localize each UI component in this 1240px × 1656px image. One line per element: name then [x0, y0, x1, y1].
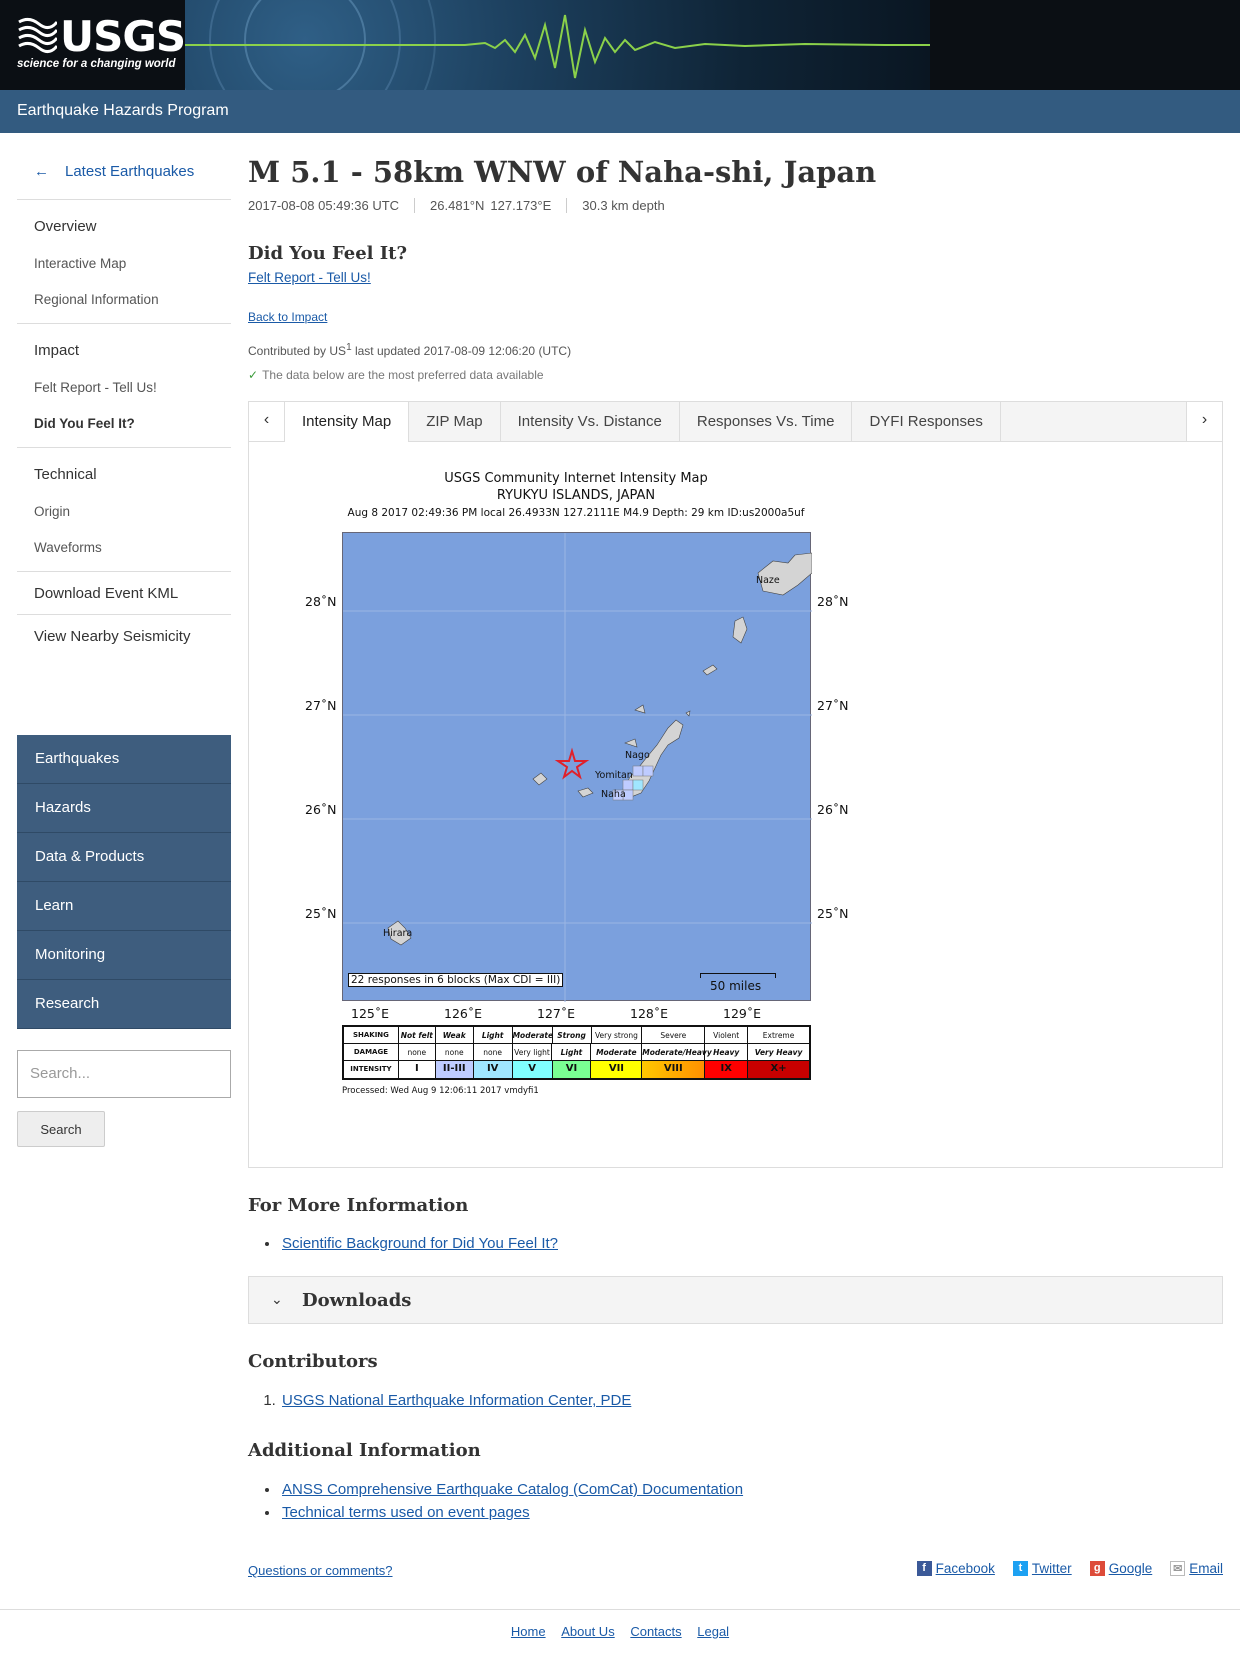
event-depth: 30.3 km depth	[582, 198, 665, 213]
processed-note: Processed: Wed Aug 9 12:06:11 2017 vmdyfi1	[342, 1086, 539, 1096]
contributor-ref[interactable]: 1	[346, 342, 352, 353]
search-button[interactable]: Search	[17, 1111, 105, 1147]
nav-item-dyfi[interactable]: Did You Feel It?	[34, 416, 135, 431]
list-item	[280, 1392, 631, 1409]
share-email[interactable]	[1170, 1561, 1223, 1576]
chevron-down-icon: ⌄	[271, 1291, 283, 1307]
legend-row-damage	[344, 1044, 809, 1061]
legend-shaking-4: Strong	[553, 1027, 592, 1043]
menu-hazards[interactable]: Hazards	[17, 784, 231, 833]
lat-label-26-right: 26˚N	[817, 802, 849, 817]
contributors-heading: Contributors	[248, 1351, 378, 1372]
technical-terms-link[interactable]: Technical terms used on event pages	[282, 1504, 530, 1521]
tab-intensity-vs-distance[interactable]: Intensity Vs. Distance	[501, 402, 680, 441]
latest-earthquakes-label: Latest Earthquakes	[65, 163, 195, 180]
event-lat: 26.481°N	[430, 198, 485, 213]
legend-damage-8: Very Heavy	[754, 1048, 803, 1057]
legend-damage-6: Moderate/Heavy	[642, 1044, 705, 1060]
email-link[interactable]: Email	[1189, 1561, 1223, 1576]
nearby-seismicity-link[interactable]: View Nearby Seismicity	[34, 628, 191, 645]
share-facebook[interactable]	[917, 1561, 995, 1576]
tab-scroll-right-icon[interactable]: ›	[1186, 402, 1222, 441]
google-icon: g	[1090, 1561, 1105, 1576]
list-item	[280, 1235, 558, 1252]
tab-scroll-left-icon[interactable]: ‹	[249, 402, 285, 441]
last-updated: last updated 2017-08-09 12:06:20 (UTC)	[351, 344, 572, 358]
share-twitter[interactable]	[1013, 1561, 1072, 1576]
figure-region: RYUKYU ISLANDS, JAPAN	[496, 488, 656, 503]
nav-group-technical	[17, 448, 231, 572]
list-item	[280, 1504, 743, 1521]
dyfi-tab-panel	[248, 401, 1223, 1168]
back-to-impact-link[interactable]: Back to Impact	[248, 310, 328, 324]
menu-earthquakes[interactable]: Earthquakes	[17, 735, 231, 784]
menu-learn[interactable]: Learn	[17, 882, 231, 931]
legend-shaking-0: Not felt	[399, 1027, 436, 1043]
footer-home-link[interactable]: Home	[510, 1624, 546, 1639]
program-bar	[0, 90, 1240, 133]
legend-shaking-5: Very strong	[592, 1027, 643, 1043]
tab-responses-vs-time[interactable]: Responses Vs. Time	[680, 402, 853, 441]
footer-divider	[0, 1609, 1240, 1610]
nav-item-regional-information[interactable]: Regional Information	[34, 292, 159, 307]
usgs-wave-icon	[17, 16, 57, 54]
event-time: 2017-08-08 05:49:36 UTC	[248, 198, 415, 213]
figure-title: USGS Community Internet Intensity Map	[444, 471, 708, 486]
place-label-yomitan: Yomitan	[595, 770, 633, 781]
program-title[interactable]: Earthquake Hazards Program	[17, 102, 229, 119]
legend-shaking-7: Violent	[705, 1027, 748, 1043]
seismogram-banner	[185, 0, 930, 90]
lat-label-27-right: 27˚N	[817, 698, 849, 713]
check-icon: ✓	[248, 368, 259, 382]
lon-label-129: 129˚E	[723, 1006, 762, 1021]
legend-intensity-5: VII	[591, 1061, 642, 1078]
google-link[interactable]: Google	[1108, 1561, 1153, 1576]
lat-label-28-left: 28˚N	[305, 594, 337, 609]
download-kml-link[interactable]: Download Event KML	[17, 572, 231, 615]
lat-label-26-left: 26˚N	[305, 802, 337, 817]
additional-info-heading: Additional Information	[248, 1440, 481, 1461]
twitter-icon: t	[1013, 1561, 1028, 1576]
lon-label-128: 128˚E	[630, 1006, 669, 1021]
preferred-text: The data below are the most preferred data available	[262, 368, 544, 382]
downloads-label: Downloads	[302, 1290, 412, 1311]
downloads-toggle[interactable]	[248, 1276, 1223, 1324]
more-info-heading: For More Information	[248, 1195, 469, 1216]
legend-intensity-3: V	[513, 1061, 553, 1078]
footer-legal-link[interactable]: Legal	[697, 1624, 730, 1639]
legend-intensity-4: VI	[553, 1061, 592, 1078]
place-label-hirara: Hirara	[383, 928, 413, 939]
intensity-map-figure	[271, 459, 881, 1137]
usgs-logo-text: USGS	[60, 12, 186, 61]
legend-intensity-1: II-III	[436, 1061, 474, 1078]
scientific-background-link[interactable]: Scientific Background for Did You Feel It?	[282, 1235, 558, 1252]
nav-item-origin[interactable]: Origin	[34, 504, 71, 519]
place-label-nago: Nago	[625, 750, 650, 761]
nav-item-waveforms[interactable]: Waveforms	[34, 540, 102, 555]
tab-list	[249, 402, 1222, 442]
event-meta	[248, 198, 695, 213]
legend-shaking-1: Weak	[436, 1027, 474, 1043]
legend-damage-2: none	[474, 1044, 513, 1060]
epicenter-star-icon	[558, 751, 586, 777]
legend-damage-4: Light	[552, 1044, 591, 1060]
legend-intensity-8: X+	[748, 1061, 809, 1078]
search-input[interactable]: Search...	[17, 1050, 231, 1098]
place-label-naze: Naze	[756, 575, 780, 586]
legend-damage-1: none	[436, 1044, 474, 1060]
latest-earthquakes-link[interactable]	[17, 155, 231, 200]
seismogram-graphic	[185, 0, 930, 90]
menu-data-products[interactable]: Data & Products	[17, 833, 231, 882]
contributed-prefix: Contributed by US	[248, 344, 347, 358]
site-footer-links	[0, 1624, 1240, 1639]
place-label-naha: Naha	[601, 789, 626, 800]
nav-heading-impact[interactable]: Impact	[34, 342, 80, 359]
comcat-docs-link[interactable]: ANSS Comprehensive Earthquake Catalog (ComCat) Documentation	[282, 1481, 744, 1498]
legend-shaking-8: Extreme	[762, 1031, 795, 1040]
more-info-list	[280, 1235, 558, 1258]
side-nav	[17, 155, 231, 657]
usgs-logo[interactable]	[0, 0, 185, 90]
list-item	[280, 1481, 743, 1498]
lat-label-25-right: 25˚N	[817, 906, 849, 921]
email-icon: ✉	[1170, 1561, 1185, 1576]
legend-shaking-3: Moderate	[513, 1027, 553, 1043]
legend-intensity-0: I	[399, 1061, 436, 1078]
facebook-icon: f	[917, 1561, 932, 1576]
dyfi-heading: Did You Feel It?	[248, 243, 408, 264]
scale-label: 50 miles	[710, 979, 762, 993]
share-links	[899, 1561, 1223, 1576]
footer-contacts-link[interactable]: Contacts	[630, 1624, 682, 1639]
tab-zip-map[interactable]: ZIP Map	[409, 402, 500, 441]
legend-row-intensity	[344, 1061, 809, 1078]
nav-item-interactive-map[interactable]: Interactive Map	[34, 256, 127, 271]
share-google[interactable]	[1090, 1561, 1153, 1576]
legend-damage-7: Heavy	[705, 1044, 748, 1060]
legend-shaking-label: SHAKING	[344, 1027, 399, 1043]
contributors-list	[280, 1392, 631, 1415]
intensity-legend	[342, 1025, 811, 1080]
back-arrow-icon: ←	[34, 163, 49, 180]
legend-damage-label: DAMAGE	[344, 1044, 399, 1060]
scale-bar	[700, 973, 776, 978]
legend-intensity-6: VIII	[642, 1061, 705, 1078]
menu-research[interactable]: Research	[17, 980, 231, 1029]
site-header	[0, 0, 1240, 90]
event-title: M 5.1 - 58km WNW of Naha-shi, Japan	[248, 155, 877, 189]
event-lon: 127.173°E	[490, 198, 567, 213]
nav-group-impact	[17, 324, 231, 448]
lon-label-126: 126˚E	[444, 1006, 483, 1021]
figure-event-info: Aug 8 2017 02:49:36 PM local 26.4933N 127.2111E M4.9 Depth: 29 km ID:us2000a5uf	[347, 507, 805, 519]
contributed-by	[248, 342, 571, 358]
legend-damage-3: Very light	[513, 1044, 553, 1060]
menu-monitoring[interactable]: Monitoring	[17, 931, 231, 980]
questions-link[interactable]: Questions or comments?	[248, 1563, 393, 1578]
legend-damage-0: none	[399, 1044, 436, 1060]
twitter-link[interactable]: Twitter	[1031, 1561, 1072, 1576]
lon-label-127: 127˚E	[537, 1006, 576, 1021]
intensity-map[interactable]	[342, 532, 811, 1001]
additional-info-list	[280, 1481, 743, 1527]
footer-about-link[interactable]: About Us	[561, 1624, 615, 1639]
nav-item-overview[interactable]: Overview	[34, 218, 97, 235]
contributor-neic-link[interactable]: USGS National Earthquake Information Center, PDE	[282, 1392, 632, 1409]
map-graphic	[343, 533, 812, 1002]
lat-label-27-left: 27˚N	[305, 698, 337, 713]
legend-intensity-label: INTENSITY	[344, 1061, 399, 1078]
lon-label-125: 125˚E	[351, 1006, 390, 1021]
site-menu	[17, 735, 231, 1029]
preferred-note	[248, 368, 544, 382]
legend-shaking-2: Light	[474, 1027, 513, 1043]
legend-row-shaking	[344, 1027, 809, 1044]
lat-label-25-left: 25˚N	[305, 906, 337, 921]
usgs-tagline: science for a changing world	[17, 58, 176, 70]
legend-intensity-2: IV	[474, 1061, 513, 1078]
felt-report-link[interactable]: Felt Report - Tell Us!	[248, 270, 371, 285]
responses-box: 22 responses in 6 blocks (Max CDI = III)	[348, 973, 563, 987]
legend-intensity-7: IX	[705, 1061, 748, 1078]
nav-heading-technical[interactable]: Technical	[34, 466, 97, 483]
facebook-link[interactable]: Facebook	[935, 1561, 995, 1576]
tab-intensity-map[interactable]: Intensity Map	[285, 402, 409, 442]
nav-item-felt-report[interactable]: Felt Report - Tell Us!	[34, 380, 157, 395]
lat-label-28-right: 28˚N	[817, 594, 849, 609]
legend-damage-5: Moderate	[591, 1044, 642, 1060]
tab-dyfi-responses[interactable]: DYFI Responses	[852, 402, 1000, 441]
nav-group-overview	[17, 200, 231, 324]
legend-shaking-6: Severe	[642, 1027, 705, 1043]
